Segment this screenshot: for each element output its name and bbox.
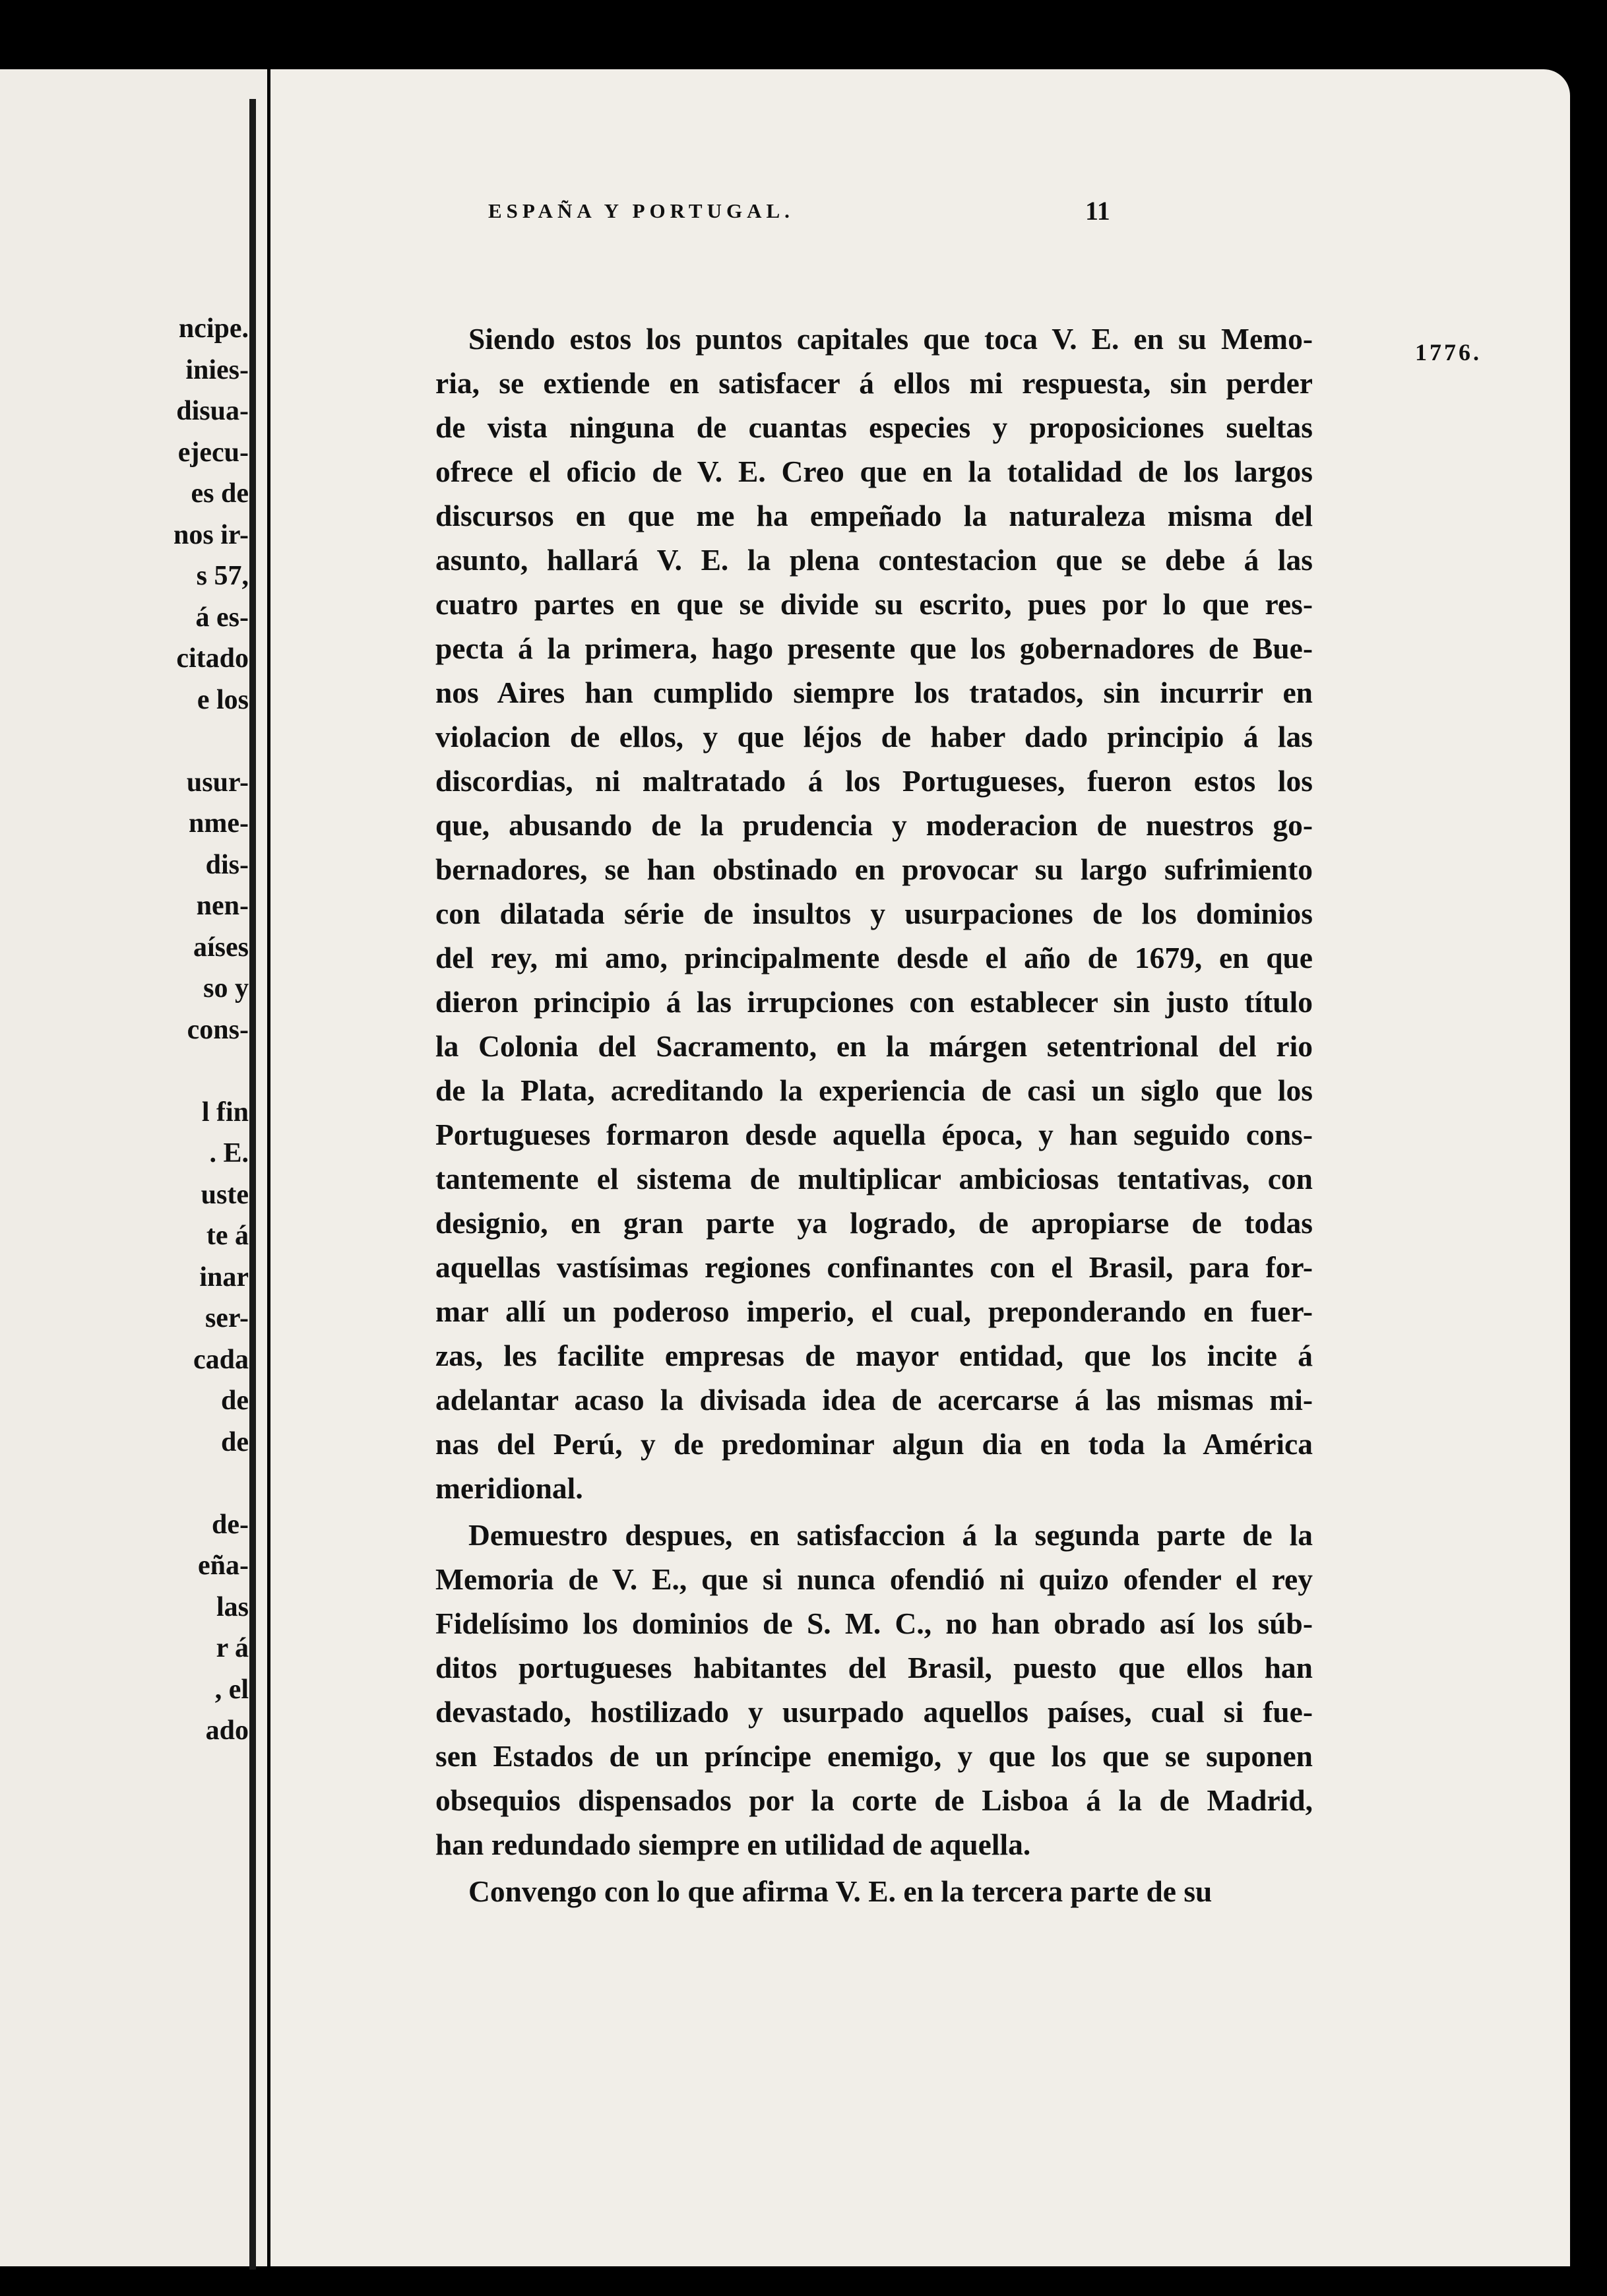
text-line: violacion de ellos, y que léjos de haber dado principio á las [435, 720, 1313, 753]
text-line: del rey, mi amo, principalmente desde el año de 1679, en que [435, 941, 1313, 974]
left-fragment-line: nen- [196, 891, 249, 921]
text-line: Portugueses formaron desde aquella época, y han seguido cons- [435, 1118, 1313, 1151]
left-fragment-line: de [221, 1426, 249, 1457]
text-line: zas, les facilite empresas de mayor entidad, que los incite á [435, 1339, 1313, 1372]
text-line: nos Aires han cumplido siempre los tratados, sin incurrir en [435, 676, 1313, 709]
text-line: Memoria de V. E., que si nunca ofendió ni quizo ofender el rey [435, 1562, 1313, 1596]
left-fragment-line: l fin [201, 1097, 249, 1128]
text-line: Fidelísimo los dominios de S. M. C., no han obrado así los súb- [435, 1607, 1313, 1640]
left-fragment-line: inies- [185, 354, 249, 385]
left-fragment-line: aíses [193, 932, 249, 963]
left-fragment-line: nme- [189, 808, 249, 839]
text-line: Siendo estos los puntos capitales que toca V. E. en su Memo- [468, 322, 1313, 356]
text-line: sen Estados de un príncipe enemigo, y que los que se suponen [435, 1739, 1313, 1773]
text-line: nas del Perú, y de predominar algun dia en toda la América [435, 1427, 1313, 1461]
left-fragment-line [173, 1050, 249, 1092]
running-title: ESPAÑA Y PORTUGAL. [488, 199, 794, 222]
text-line: tantemente el sistema de multiplicar ambiciosas tentativas, con [435, 1162, 1313, 1196]
text-line: meridional. [435, 1471, 583, 1505]
text-line: discursos en que me ha empeñado la naturaleza misma del [435, 499, 1313, 532]
text-line: dieron principio á las irrupciones con establecer sin justo título [435, 985, 1313, 1019]
text-line: Demuestro despues, en satisfaccion á la segunda parte de la [468, 1518, 1313, 1552]
left-fragment-line: e los [197, 684, 249, 715]
text-line: de la Plata, acreditando la experiencia de casi un siglo que los [435, 1073, 1313, 1107]
left-fragment-line: es de [191, 478, 249, 509]
text-line: asunto, hallará V. E. la plena contestacion que se debe á las [435, 543, 1313, 577]
running-header [488, 196, 1346, 226]
left-fragment-line: de- [212, 1509, 249, 1540]
left-fragment-line: ado [205, 1715, 249, 1746]
left-fragment-line: uste [201, 1179, 249, 1210]
left-fragment-line: usur- [186, 767, 249, 798]
text-line: ria, se extiende en satisfacer á ellos mi respuesta, sin perder [435, 366, 1313, 400]
left-fragment-line: nos ir- [173, 519, 249, 550]
text-line: mar allí un poderoso imperio, el cual, preponderando en fuer- [435, 1294, 1313, 1328]
text-line: discordias, ni maltratado á los Portugueses, fueron estos los [435, 764, 1313, 798]
text-line: obsequios dispensados por la corte de Lisboa á la de Madrid, [435, 1783, 1313, 1817]
left-facing-page [0, 69, 267, 2266]
text-line: de vista ninguna de cuantas especies y proposiciones sueltas [435, 410, 1313, 444]
text-line: han redundado siempre en utilidad de aquella. [435, 1828, 1031, 1861]
paragraph [435, 1869, 1313, 1913]
left-fragment-line: disua- [176, 396, 249, 426]
left-fragment-line: s 57, [196, 561, 249, 591]
left-fragment-line: ser- [205, 1303, 249, 1333]
paragraph [435, 1513, 1313, 1866]
text-line: cuatro partes en que se divide su escrito, pues por lo que res- [435, 587, 1313, 621]
text-line: aquellas vastísimas regiones confinantes con el Brasil, para for- [435, 1250, 1313, 1284]
left-fragment-line: las [216, 1591, 249, 1622]
left-fragment-line: inar [199, 1261, 249, 1292]
margin-year-note: 1776. [1415, 339, 1482, 366]
text-line: adelantar acaso la divisada idea de acercarse á las mismas mi- [435, 1383, 1313, 1417]
body-text [435, 317, 1313, 1916]
paragraph [435, 317, 1313, 1510]
left-fragment-line: ncipe. [178, 313, 249, 344]
book-spine-line [249, 99, 256, 2270]
left-fragment-line: ejecu- [177, 437, 249, 468]
left-fragment-line: , el [214, 1674, 249, 1705]
left-fragment-line: á es- [195, 602, 249, 633]
left-fragment-line: r á [216, 1633, 249, 1663]
text-line: ditos portugueses habitantes del Brasil, puesto que ellos han [435, 1651, 1313, 1684]
left-fragment-line [173, 1463, 249, 1504]
page-number: 11 [1085, 196, 1110, 226]
text-line: Convengo con lo que afirma V. E. en la tercera parte de su [468, 1874, 1213, 1908]
left-fragment-line [173, 720, 249, 762]
left-page-text-fragments [173, 308, 249, 1752]
left-fragment-line: dis- [205, 849, 249, 880]
text-line: bernadores, se han obstinado en provocar su largo sufrimiento [435, 852, 1313, 886]
text-line: la Colonia del Sacramento, en la márgen setentrional del rio [435, 1029, 1313, 1063]
text-line: que, abusando de la prudencia y moderacion de nuestros go- [435, 808, 1313, 842]
left-fragment-line: so y [203, 973, 249, 1004]
text-line: devastado, hostilizado y usurpado aquellos países, cual si fue- [435, 1695, 1313, 1729]
left-fragment-line: te á [206, 1221, 249, 1251]
left-fragment-line: citado [176, 643, 249, 674]
left-fragment-line: . E. [209, 1138, 249, 1168]
left-fragment-line: eña- [198, 1550, 249, 1581]
left-fragment-line: cons- [187, 1014, 249, 1045]
text-line: designio, en gran parte ya logrado, de apropiarse de todas [435, 1206, 1313, 1240]
left-fragment-line: de [221, 1386, 249, 1416]
left-fragment-line: cada [193, 1344, 249, 1375]
text-line: pecta á la primera, hago presente que los gobernadores de Bue- [435, 631, 1313, 665]
text-line: con dilatada série de insultos y usurpaciones de los dominios [435, 897, 1313, 930]
text-line: ofrece el oficio de V. E. Creo que en la totalidad de los largos [435, 455, 1313, 488]
